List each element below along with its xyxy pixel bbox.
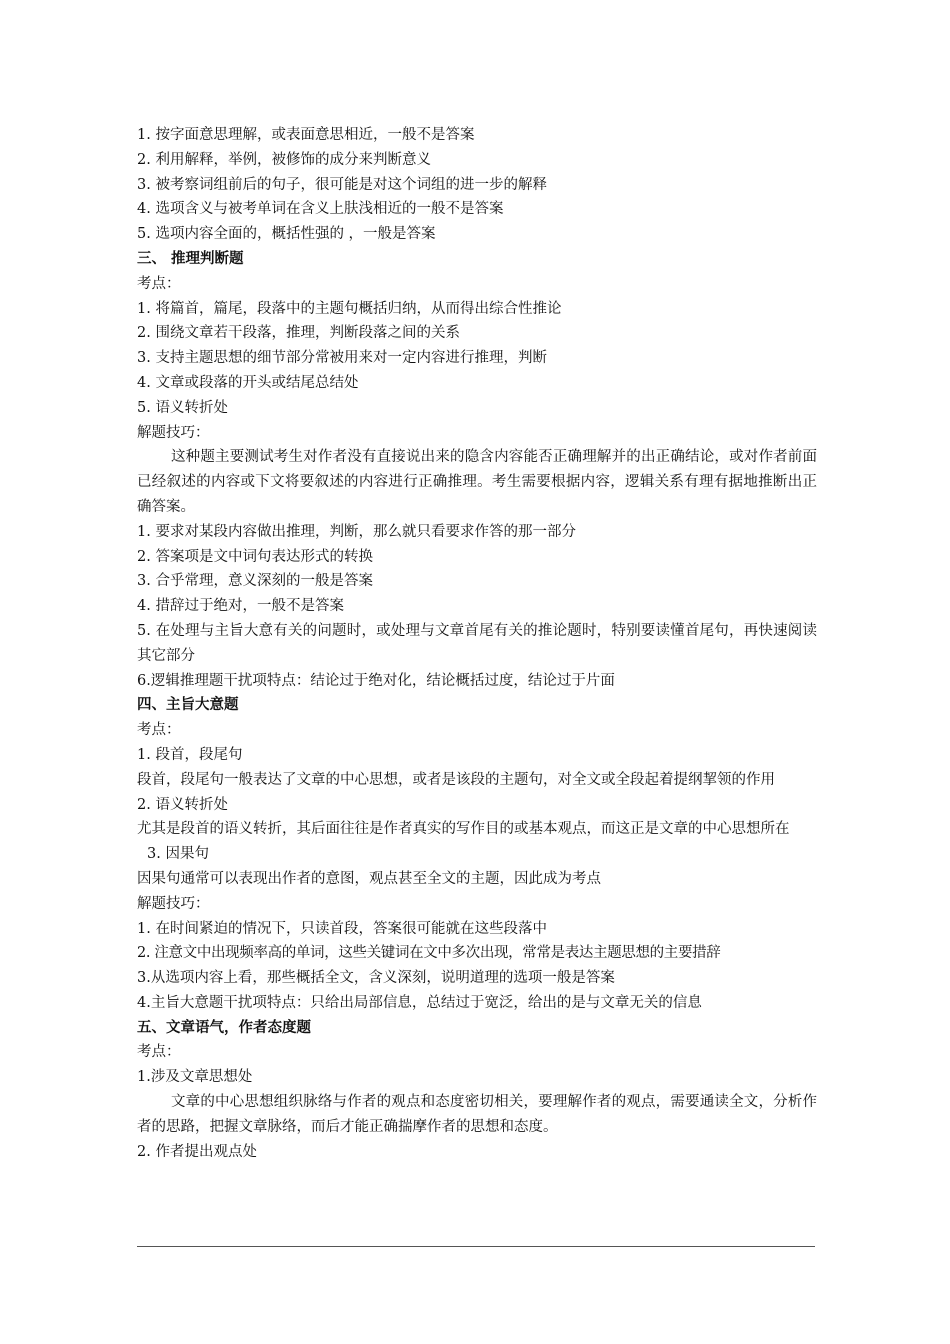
paragraph: 这种题主要测试考生对作者没有直接说出来的隐含内容能否正确理解并的出正确结论，或对作者前面已经叙述的内容或下文将要叙述的内容进行正确推理。考生需要根据内容，逻辑关系有理有据地推断出正确答案。 — [137, 449, 817, 515]
label-tips: 解题技巧： — [137, 424, 210, 441]
section-heading: 四、主旨大意题 — [137, 696, 239, 714]
list-item: 4. 措辞过于绝对，一般不是答案 — [137, 598, 344, 615]
list-item: 3.从选项内容上看，那些概括全文，含义深刻，说明道理的选项一般是答案 — [137, 970, 615, 987]
list-item: 5. 在处理与主旨大意有关的问题时，或处理与文章首尾有关的推论题时，特别要读懂首尾句，再快速阅读其它部分 — [137, 622, 817, 664]
label-kaodian: 考点： — [137, 275, 181, 292]
list-item: 2. 答案项是文中词句表达形式的转换 — [137, 548, 373, 565]
paragraph: 因果句通常可以表现出作者的意图，观点甚至全文的主题，因此成为考点 — [137, 870, 601, 887]
section-heading: 五、文章语气，作者态度题 — [137, 1018, 311, 1036]
paragraph: 段首，段尾句一般表达了文章的中心思想，或者是该段的主题句，对全文或全段起着提纲挈领的作用 — [137, 771, 775, 788]
label-kaodian: 考点： — [137, 1044, 181, 1061]
list-item: 4. 文章或段落的开头或结尾总结处 — [137, 374, 359, 391]
list-item: 1. 段首，段尾句 — [137, 746, 243, 763]
paragraph: 文章的中心思想组织脉络与作者的观点和态度密切相关，要理解作者的观点，需要通读全文，分析作者的思路，把握文章脉络，而后才能正确揣摩作者的思想和态度。 — [137, 1094, 817, 1135]
list-item: 3. 合乎常理，意义深刻的一般是答案 — [137, 573, 373, 590]
label-kaodian: 考点： — [137, 722, 181, 739]
footer-divider — [137, 1246, 815, 1247]
list-item: 4. 选项含义与被考单词在含义上肤浅相近的一般不是答案 — [137, 201, 504, 218]
list-item: 1. 在时间紧迫的情况下，只读首段，答案很可能就在这些段落中 — [137, 920, 547, 937]
list-item: 6.逻辑推理题干扰项特点：结论过于绝对化，结论概括过度，结论过于片面 — [137, 672, 615, 689]
list-item: 3. 支持主题思想的细节部分常被用来对一定内容进行推理，判断 — [137, 350, 547, 367]
list-item: 1. 要求对某段内容做出推理，判断，那么就只看要求作答的那一部分 — [137, 523, 576, 540]
section-heading: 三、 推理判断题 — [137, 249, 244, 267]
list-item: 5. 语义转折处 — [137, 399, 228, 416]
document-body — [137, 123, 817, 1164]
list-item: 1. 将篇首，篇尾，段落中的主题句概括归纳，从而得出综合性推论 — [137, 300, 562, 317]
list-item: 2. 利用解释，举例，被修饰的成分来判断意义 — [137, 151, 431, 168]
list-item: 5. 选项内容全面的，概括性强的 ，一般是答案 — [137, 226, 436, 243]
label-tips: 解题技巧： — [137, 895, 210, 912]
list-item: 2. 作者提出观点处 — [137, 1143, 257, 1160]
list-item: 2. 注意文中出现频率高的单词，这些关键词在文中多次出现，常常是表达主题思想的主要措辞 — [137, 945, 721, 962]
list-item: 1.涉及文章思想处 — [137, 1069, 253, 1086]
list-item: 3. 被考察词组前后的句子，很可能是对这个词组的进一步的解释 — [137, 176, 547, 193]
paragraph: 尤其是段首的语义转折，其后面往往是作者真实的写作目的或基本观点，而这正是文章的中心思想所在 — [137, 821, 790, 838]
list-item: 2. 围绕文章若干段落，推理，判断段落之间的关系 — [137, 325, 460, 342]
list-item: 4.主旨大意题干扰项特点：只给出局部信息，总结过于宽泛，给出的是与文章无关的信息 — [137, 994, 702, 1011]
list-item: 1. 按字面意思理解，或表面意思相近，一般不是答案 — [137, 127, 475, 143]
list-item: 2. 语义转折处 — [137, 796, 228, 813]
list-item: 3. 因果句 — [147, 846, 209, 863]
